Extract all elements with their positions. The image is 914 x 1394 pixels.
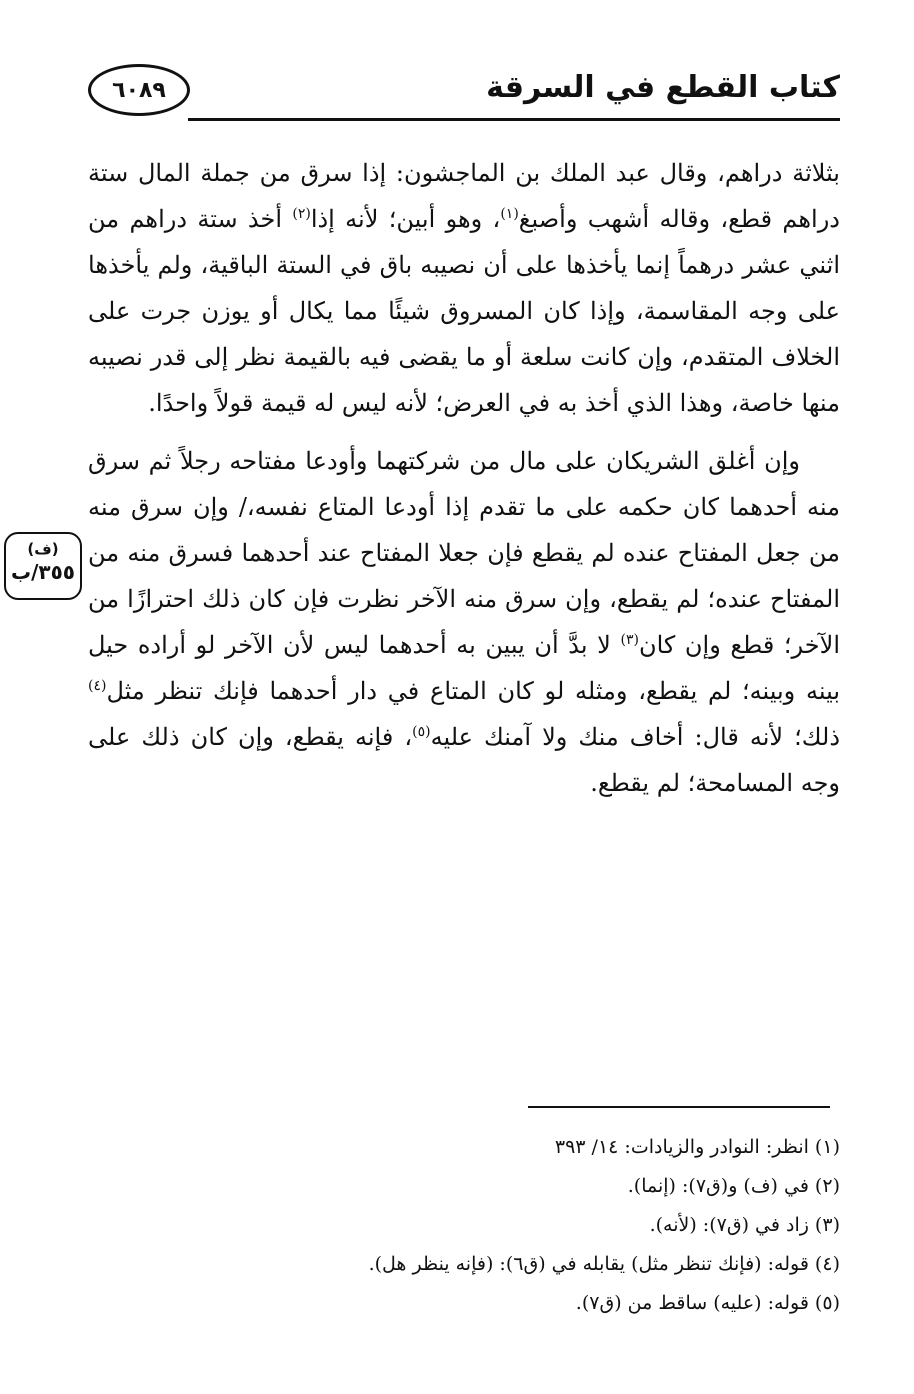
footnote-2: (٢) في (ف) و(ق٧): (إنما). [627, 1175, 840, 1197]
footnote-ref-4: (٤) [88, 678, 107, 694]
header-rule [188, 118, 840, 121]
footnote-1: (١) انظر: النوادر والزيادات: ١٤/ ٣٩٣ [554, 1136, 840, 1158]
margin-note-line2: ٣٥٥/ب [10, 560, 76, 584]
page-number: ٦٠٨٩ [88, 64, 190, 116]
footnote-ref-2: (٢) [292, 206, 311, 222]
footnote-3: (٣) زاد في (ق٧): (لأنه). [649, 1214, 840, 1236]
p2-segment-3: ذلك؛ لأنه قال: أخاف منك ولا آمنك عليه [430, 723, 841, 751]
p2-segment-1: وإن أغلق الشريكان على مال من شركتهما وأودعا مفتاحه رجلاً ثم سرق منه أحدهما كان حكمه على ما تقدم إذا أودعا المتاع نفسه،/ وإن سرق منه من جعل المفتاح عنده لم يقطع فإن جعلا المفتاح عند أحدهما فسرق منه من المفتاح عنده؛ لم يقطع، وإن سرق منه الآخر نظرت فإن كان ذلك احترازًا من الآخر؛ قطع وإن كان [88, 447, 841, 659]
footnote-ref-1: (١) [500, 206, 519, 222]
p1-segment-2: ، وهو أبين؛ لأنه إذا [310, 205, 501, 233]
p2-segment-2: لا بدَّ أن يبين به أحدهما ليس لأن الآخر لو أراده حيل بينه وبينه؛ لم يقطع، ومثله لو كان المتاع في دار أحدهما فإنك تنظر مثل [88, 631, 840, 705]
paragraph-1 [88, 150, 840, 426]
page-header [88, 60, 840, 130]
footnote-ref-3: (٣) [620, 632, 639, 648]
footnote-5: (٥) قوله: (عليه) ساقط من (ق٧). [575, 1292, 840, 1314]
p2-segment-4: ، فإنه يقطع، وإن كان ذلك على وجه المسامحة؛ لم يقطع. [88, 723, 840, 797]
running-title: كتاب القطع في السرقة [486, 70, 840, 105]
footnote-separator [528, 1106, 830, 1108]
main-text [88, 150, 840, 818]
p1-segment-1: بثلاثة دراهم، وقال عبد الملك بن الماجشون: إذا سرق من جملة المال ستة دراهم قطع، وقاله أشهب وأصبغ [88, 159, 840, 233]
footnote-ref-5: (٥) [412, 724, 431, 740]
margin-manuscript-note [4, 532, 82, 600]
footnote-4: (٤) قوله: (فإنك تنظر مثل) يقابله في (ق٦): (فإنه ينظر هل). [368, 1253, 840, 1275]
p1-segment-3: أخذ ستة دراهم من اثني عشر درهماً إنما يأخذها على أن نصيبه باق في الستة الباقية، ولم يأخذها على وجه المقاسمة، وإذا كان المسروق شيئًا مما يكال أو يوزن جرت على الخلاف المتقدم، وإن كانت سلعة أو ما يقضى فيه بالقيمة نظر إلى قدر نصيبه منها خاصة، وهذا الذي أخذ به في العرض؛ لأنه ليس له قيمة قولاً واحدًا. [88, 205, 840, 417]
footnotes [88, 1128, 840, 1323]
margin-note-line1: (ف) [27, 540, 59, 558]
paragraph-2 [88, 438, 840, 806]
